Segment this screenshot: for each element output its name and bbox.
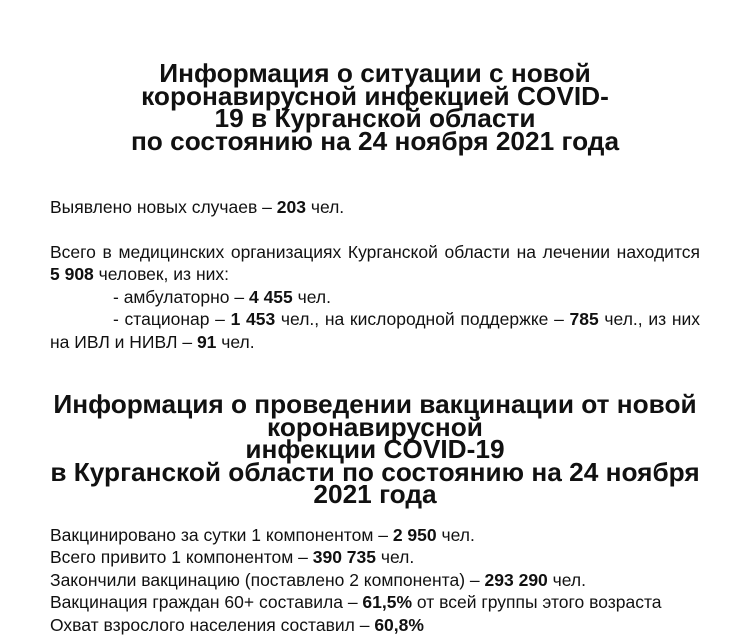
outpatient-line — [50, 286, 700, 309]
oxygen-support-value: 785 — [569, 309, 599, 329]
label: Закончили вакцинацию (поставлено 2 компонента) – — [50, 569, 485, 590]
unit: чел. — [436, 524, 475, 545]
ventilation-value: 91 — [196, 331, 217, 352]
label: Всего привито 1 компонентом – — [50, 547, 313, 567]
adult-coverage-value: 60,8% — [374, 614, 424, 635]
label: Вакцинация граждан 60+ составила – — [50, 592, 363, 612]
new-cases-value: 203 — [276, 197, 306, 217]
new-cases-line — [50, 196, 700, 219]
unit: чел. — [547, 569, 587, 590]
total-first-dose-value: 390 735 — [312, 547, 377, 567]
unit: чел. — [292, 286, 331, 307]
label: Выявлено новых случаев – — [50, 197, 277, 217]
unit: чел. — [305, 197, 345, 217]
unit: человек, из них: — [93, 264, 229, 284]
document — [50, 58, 701, 636]
completed-vaccination-value: 293 290 — [484, 569, 548, 590]
inpatient-value: 1 453 — [230, 309, 276, 329]
label: чел., на кислородной поддержке – — [275, 309, 570, 329]
adult-coverage-line — [50, 614, 700, 637]
heading-line: по состоянию на 24 ноября 2021 года — [130, 125, 620, 156]
inpatient-line — [50, 308, 700, 353]
total-treatment-line — [50, 241, 700, 286]
unit: чел. — [216, 331, 255, 352]
label: от всей группы этого возраста — [412, 592, 662, 612]
label: - амбулаторно – — [113, 286, 249, 307]
seniors-vaccination-value: 61,5% — [362, 592, 413, 612]
seniors-vaccination-line — [50, 591, 700, 614]
heading-line: инфекции COVID-19 — [245, 434, 505, 464]
label: чел., из них на ИВЛ и НИВЛ – — [50, 309, 701, 352]
total-treatment-value: 5 908 — [50, 264, 94, 284]
heading-line: 19 в Курганской области — [214, 103, 536, 133]
heading-line: в Курганской области по состоянию на 24 ноября 2021 года — [50, 456, 700, 509]
total-first-dose-line — [50, 546, 700, 569]
daily-first-dose-value: 2 950 — [392, 524, 437, 545]
daily-first-dose-line — [50, 524, 700, 547]
label: - стационар – — [113, 309, 231, 329]
covid-situation-heading — [50, 58, 700, 156]
label: Охват взрослого населения составил – — [50, 614, 375, 635]
unit: чел. — [376, 547, 415, 567]
label: Всего в медицинских организациях Курганской области на лечении находится — [50, 241, 700, 262]
label: Вакцинировано за сутки 1 компонентом – — [50, 524, 393, 545]
heading-line: Информация о проведении вакцинации от новой коронавирусной — [53, 389, 697, 442]
vaccination-heading — [50, 389, 700, 509]
completed-vaccination-line — [50, 569, 700, 592]
outpatient-value: 4 455 — [248, 286, 293, 307]
heading-line: Информация о ситуации с новой коронавирусной инфекцией COVID- — [141, 58, 609, 111]
